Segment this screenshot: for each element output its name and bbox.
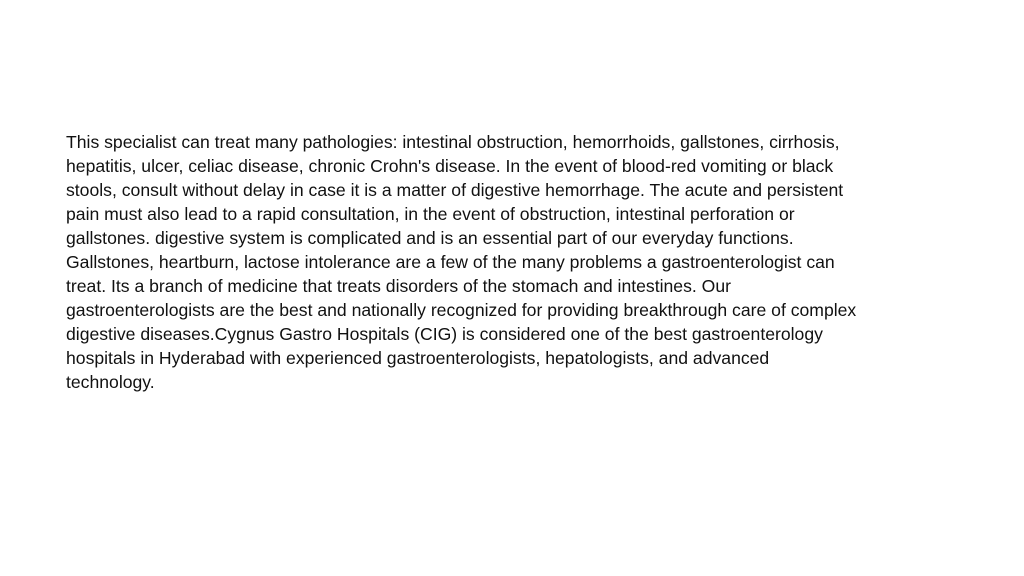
body-paragraph: This specialist can treat many pathologies: intestinal obstruction, hemorrhoids, gallstones, cirrhosis, hepatitis, ulcer, celiac disease, chronic Crohn's disease. In the event of blood-red vomiting or black stools, consult without delay in case it is a matter of digestive hemorrhage. The acute and persistent pain must also lead to a rapid consultation, in the event of obstruction, intestinal perforation or gallstones. digestive system is complicated and is an essential part of our everyday functions. Gallstones, heartburn, lactose intolerance are a few of the many problems a gastroenterologist can treat. Its a branch of medicine that treats disorders of the stomach and intestines. Our gastroenterologists are the best and nationally recognized for providing breakthrough care of complex digestive diseases.Cygnus Gastro Hospitals (CIG) is considered one of the best gastroenterology hospitals in Hyderabad with experienced gastroenterologists, hepatologists, and advanced technology. [66,132,857,392]
